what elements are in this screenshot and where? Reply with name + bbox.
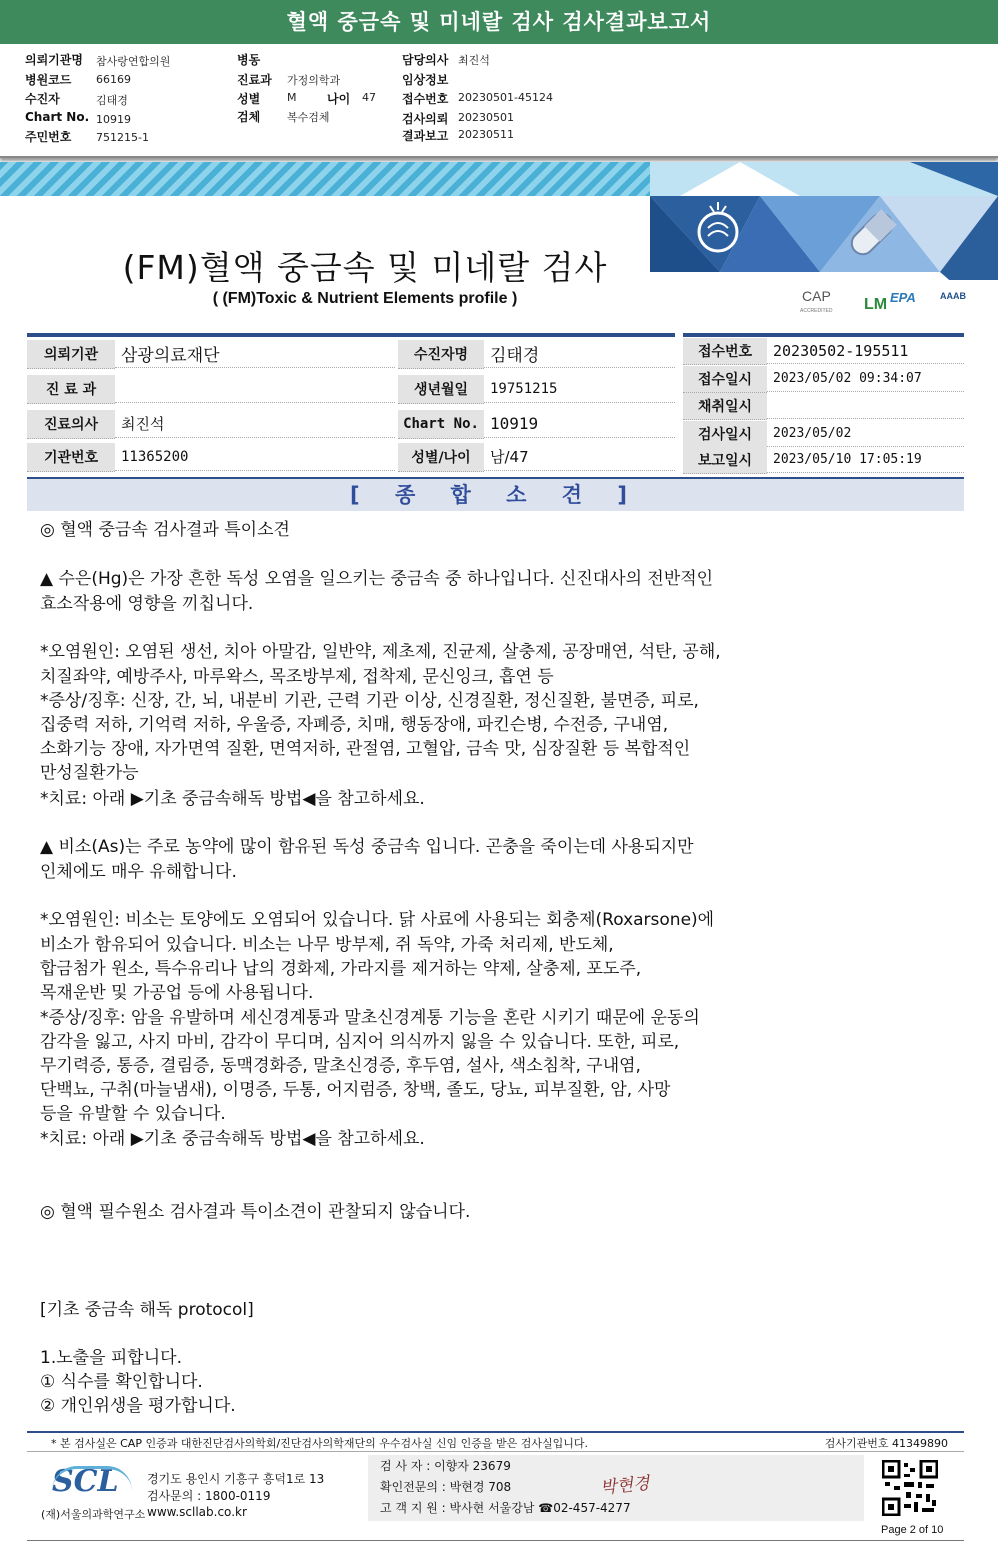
- receipt-label: 접수번호: [402, 92, 449, 106]
- label-sex-age: 성별/나이: [398, 443, 484, 472]
- label-report-time: 보고일시: [683, 447, 767, 474]
- value-test-time: 2023/05/02: [767, 421, 964, 447]
- summary-line: ◎ 혈액 중금속 검사결과 특이소견: [40, 520, 290, 540]
- lab-address: 경기도 용인시 기흥구 흥덕1로 13: [147, 1472, 325, 1486]
- doctor-label: 담당의사: [402, 53, 449, 67]
- top-info-panel: [0, 44, 998, 158]
- customer-support: 고 객 지 원 : 박사현 서울강남 ☎02-457-4277: [380, 1501, 631, 1515]
- specimen-label: 검체: [237, 110, 261, 124]
- doctor-value: 최진석: [458, 54, 490, 67]
- resident-label: 주민번호: [25, 130, 72, 144]
- sex-value: M: [287, 91, 297, 104]
- summary-line: *오염원인: 비소는 토양에도 오염되어 있습니다. 닭 사료에 사용되는 회충제(Roxarsone)에: [40, 910, 715, 930]
- summary-line: 치질좌약, 예방주사, 마루왁스, 목조방부제, 접착제, 문신잉크, 흡연 등: [40, 667, 554, 687]
- request-date-label: 검사의뢰: [402, 112, 449, 126]
- summary-line: 인체에도 매우 유해합니다.: [40, 862, 237, 882]
- value-collection-time: [767, 393, 964, 419]
- summary-line: ① 식수를 확인합니다.: [40, 1372, 203, 1392]
- page-subtitle: ( (FM)Toxic & Nutrient Elements profile ): [212, 290, 518, 307]
- lab-phone: 검사문의 : 1800-0119: [147, 1489, 271, 1503]
- label-dept: 진 료 과: [27, 375, 115, 404]
- dept-label: 진료과: [237, 73, 272, 87]
- qr-code-icon: [882, 1460, 938, 1516]
- summary-heading: [ 종 합 소 견 ]: [27, 477, 964, 511]
- summary-line: [기초 중금속 해독 protocol]: [40, 1300, 254, 1320]
- value-doctor: 최진석: [115, 410, 395, 438]
- report-date-label: 결과보고: [402, 129, 449, 143]
- label-receipt-time: 접수일시: [683, 366, 767, 393]
- value-report-time: 2023/05/10 17:05:19: [767, 447, 964, 473]
- receipt-value: 20230501-45124: [458, 91, 553, 104]
- report-banner: 혈액 중금속 및 미네랄 검사 검사결과보고서: [0, 0, 998, 44]
- hospital-code-label: 병원코드: [25, 73, 72, 87]
- aaab-logo: AAAB: [940, 291, 966, 301]
- footer-divider: [27, 1451, 964, 1452]
- signature-panel: [368, 1455, 864, 1521]
- summary-line: *치료: 아래 ▶기초 중금속해독 방법◀을 참고하세요.: [40, 789, 425, 809]
- value-chart-no: 10919: [484, 410, 675, 438]
- summary-line: *오염원인: 오염된 생선, 치아 아말감, 일반약, 제초제, 진균제, 살충제, 공장매연, 석탄, 공해,: [40, 642, 721, 662]
- chart-label: Chart No.: [25, 110, 90, 124]
- patient-value: 김태경: [96, 94, 128, 107]
- patient-label: 수진자: [25, 92, 60, 106]
- summary-body: [40, 513, 960, 1416]
- table-top-rule: [683, 333, 964, 337]
- bottom-rule: [27, 1540, 964, 1541]
- summary-line: ▲ 비소(As)는 주로 농약에 많이 함유된 독성 중금속 입니다. 곤충을 죽이는데 사용되지만: [40, 837, 694, 857]
- label-patient-name: 수진자명: [398, 340, 484, 369]
- summary-line: 비소가 함유되어 있습니다. 비소는 나무 방부제, 쥐 독약, 가죽 처리제, 반도체,: [40, 935, 614, 955]
- summary-line: 집중력 저하, 기억력 저하, 우울증, 자폐증, 치매, 행동장애, 파킨슨병, 수전증, 구내염,: [40, 715, 669, 735]
- cap-logo: CAP: [802, 288, 831, 304]
- resident-value: 751215-1: [96, 131, 149, 144]
- summary-line: 만성질환가능: [40, 763, 139, 783]
- lm-logo: LM: [864, 296, 888, 313]
- cap-sub: ACCREDITED: [800, 308, 833, 314]
- summary-line: 목재운반 및 가공업 등에 사용됩니다.: [40, 983, 314, 1003]
- certification-note: * 본 검사실은 CAP 인증과 대한진단검사의학회/진단검사의학재단의 우수검사실 신임 인증을 받은 검사실입니다.: [51, 1437, 589, 1450]
- clinical-label: 임상정보: [402, 73, 449, 87]
- summary-line: *치료: 아래 ▶기초 중금속해독 방법◀을 참고하세요.: [40, 1129, 425, 1149]
- summary-line: 효소작용에 영향을 끼칩니다.: [40, 594, 254, 614]
- summary-line: 감각을 잃고, 사지 마비, 감각이 무디며, 심지어 의식까지 잃을 수 있습니다. 또한, 피로,: [40, 1032, 680, 1052]
- value-dept: [115, 375, 395, 403]
- summary-line: ② 개인위생을 평가합니다.: [40, 1396, 236, 1416]
- specimen-value: 복수검체: [287, 111, 330, 124]
- dept-value: 가정의학과: [287, 74, 341, 87]
- label-receipt-no: 접수번호: [683, 338, 767, 365]
- value-birthdate: 19751215: [484, 375, 675, 403]
- doctor-signature: 박현경: [599, 1473, 651, 1499]
- value-requester: 삼광의료재단: [115, 340, 395, 368]
- summary-line: ▲ 수은(Hg)은 가장 흔한 독성 오염을 일으키는 중금속 중 하나입니다. 신진대사의 전반적인: [40, 569, 714, 589]
- summary-line: 단백뇨, 구취(마늘냄새), 이명증, 두통, 어지럼증, 창백, 졸도, 당뇨, 피부질환, 암, 사망: [40, 1080, 671, 1100]
- summary-line: 소화기능 장애, 자가면역 질환, 면역저하, 관절염, 고혈압, 금속 맛, 심장질환 등 복합적인: [40, 739, 691, 759]
- summary-line: *증상/징후: 신장, 간, 뇌, 내분비 기관, 근력 기관 이상, 신경질환, 정신질환, 불면증, 피로,: [40, 691, 699, 711]
- confirmer: 확인전문의 : 박현경 708: [380, 1480, 512, 1494]
- label-doctor: 진료의사: [27, 410, 115, 439]
- label-requester: 의뢰기관: [27, 340, 115, 369]
- footer-note-bar: [27, 1431, 964, 1453]
- label-institution-no: 기관번호: [27, 443, 115, 472]
- scl-logo: SCL: [52, 1464, 119, 1499]
- report-date-value: 20230511: [458, 128, 514, 141]
- value-receipt-no: 20230502-195511: [767, 338, 964, 364]
- request-date-value: 20230501: [458, 111, 514, 124]
- label-test-time: 검사일시: [683, 421, 767, 448]
- requester-label: 의뢰기관명: [25, 53, 83, 67]
- label-chart-no: Chart No.: [398, 410, 484, 439]
- value-sex-age: 남/47: [484, 443, 675, 471]
- epa-logo: EPA: [890, 290, 916, 305]
- summary-line: *증상/징후: 암을 유발하며 세신경계통과 말초신경계통 기능을 혼란 시키기 때문에 운동의: [40, 1008, 700, 1028]
- decorative-stripe: [0, 162, 650, 196]
- table-top-rule: [27, 333, 675, 337]
- org-name: (재)서울의과학연구소: [41, 1508, 146, 1521]
- lab-number: 검사기관번호 41349890: [824, 1437, 948, 1450]
- value-patient-name: 김태경: [484, 340, 675, 368]
- age-value: 47: [362, 91, 376, 104]
- chart-value: 10919: [96, 113, 131, 126]
- label-birthdate: 생년월일: [398, 375, 484, 404]
- label-collection-time: 채취일시: [683, 393, 767, 420]
- hospital-code-value: 66169: [96, 73, 131, 86]
- page-title: (FM)혈액 중금속 및 미네랄 검사: [122, 248, 608, 287]
- value-receipt-time: 2023/05/02 09:34:07: [767, 366, 964, 392]
- sex-label: 성별: [237, 92, 261, 106]
- tester: 검 사 자 : 이향자 23679: [380, 1459, 511, 1473]
- logo-arc: [52, 1466, 132, 1491]
- summary-line: ◎ 혈액 필수원소 검사결과 특이소견이 관찰되지 않습니다.: [40, 1202, 471, 1222]
- lab-website[interactable]: www.scllab.co.kr: [147, 1505, 247, 1519]
- age-label: 나이: [327, 92, 351, 106]
- summary-line: 합금첨가 원소, 특수유리나 납의 경화제, 가라지를 제거하는 약제, 살충제, 포도주,: [40, 959, 642, 979]
- page-number: Page 2 of 10: [881, 1524, 944, 1536]
- value-institution-no: 11365200: [115, 443, 395, 471]
- summary-line: 1.노출을 피합니다.: [40, 1348, 182, 1368]
- requester-value: 참사랑연합의원: [96, 55, 171, 68]
- summary-line: 무기력증, 통증, 결림증, 동맥경화증, 말초신경증, 후두염, 설사, 색소침착, 구내염,: [40, 1056, 641, 1076]
- ward-label: 병동: [237, 53, 261, 67]
- summary-line: 등을 유발할 수 있습니다.: [40, 1104, 226, 1124]
